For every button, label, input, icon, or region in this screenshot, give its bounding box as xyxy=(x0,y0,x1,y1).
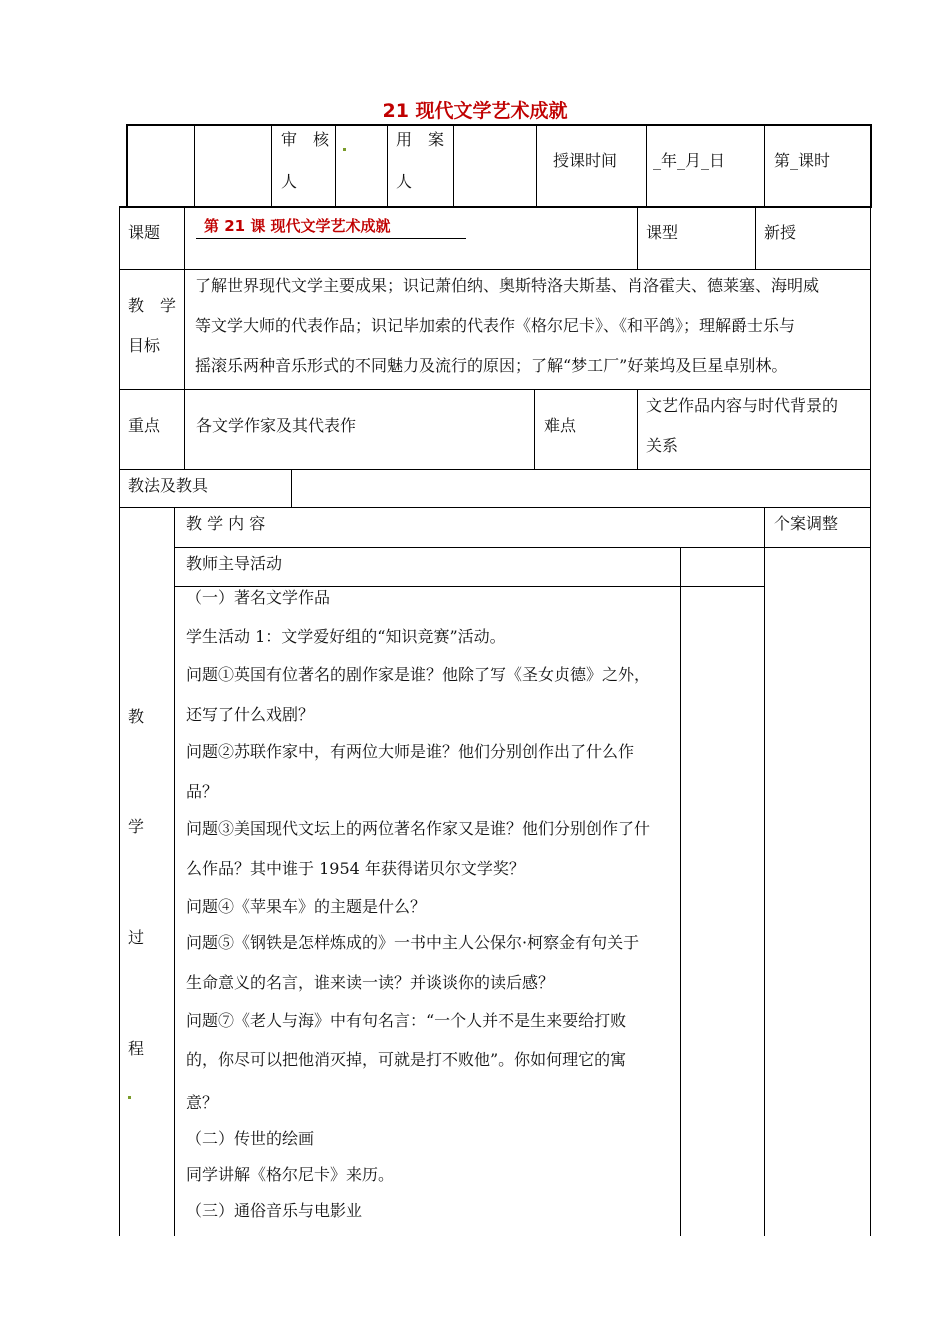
teacher-activity-header: 教师主导活动 xyxy=(186,554,283,573)
objectives-label: 教 学 xyxy=(128,296,177,315)
content-line: 问题⑦《老人与海》中有句名言：“一个人并不是生来要给打败 xyxy=(186,1011,627,1030)
content-line: 问题④《苹果车》的主题是什么？ xyxy=(186,897,427,916)
content-line: 问题①英国有位著名的剧作家是谁？他除了写《圣女贞德》之外， xyxy=(186,665,651,684)
content-line: 问题③美国现代文坛上的两位著名作家又是谁？他们分别创作了什 xyxy=(186,819,651,838)
focus-value: 各文学作家及其代表作 xyxy=(196,416,357,435)
content-line: 同学讲解《格尔尼卡》来历。 xyxy=(186,1165,395,1184)
objectives-label-suffix: 目标 xyxy=(128,336,161,355)
content-line: 么作品？其中谁于 1954 年获得诺贝尔文学奖？ xyxy=(186,859,525,878)
objective-line: 摇滚乐两种音乐形式的不同魅力及流行的原因；了解“梦工厂”好莱坞及巨星卓别林。 xyxy=(195,356,788,375)
period-field: 第_课时 xyxy=(774,151,831,170)
reviewer-label: 审 核 xyxy=(281,130,330,149)
lesson-type-label: 课型 xyxy=(646,223,679,242)
difficulty-label: 难点 xyxy=(544,416,577,435)
process-label-char: 过 xyxy=(128,928,145,947)
lesson-title-underline xyxy=(196,238,466,239)
user-label-suffix: 人 xyxy=(396,172,413,191)
content-line: （一）著名文学作品 xyxy=(186,588,331,607)
content-line: 意？ xyxy=(186,1093,219,1112)
content-line: 的，你尽可以把他消灭掉，可就是打不败他”。你如何理它的寓 xyxy=(186,1050,627,1069)
user-label: 用 案 xyxy=(396,130,445,149)
content-line: 学生活动 1：文学爱好组的“知识竞赛”活动。 xyxy=(186,627,506,646)
date-field: _年_月_日 xyxy=(653,151,726,170)
reviewer-label-suffix: 人 xyxy=(281,172,298,191)
page-title: 21 现代文学艺术成就 xyxy=(382,100,568,122)
content-header: 教 学 内 容 xyxy=(186,514,266,533)
difficulty-value: 文艺作品内容与时代背景的 xyxy=(646,396,839,415)
content-line: 问题⑤《钢铁是怎样炼成的》一书中主人公保尔·柯察金有句关于 xyxy=(186,933,640,952)
adjust-header: 个案调整 xyxy=(774,514,839,533)
methods-label: 教法及教具 xyxy=(128,476,209,495)
content-line: 生命意义的名言，谁来读一读？并谈谈你的读后感？ xyxy=(186,973,555,992)
process-label-char: 教 xyxy=(128,707,145,726)
content-line: 问题②苏联作家中，有两位大师是谁？他们分别创作出了什么作 xyxy=(186,742,635,761)
marker-dot xyxy=(128,1096,131,1099)
objective-line: 等文学大师的代表作品；识记毕加索的代表作《格尔尼卡》、《和平鸽》；理解爵士乐与 xyxy=(195,316,796,335)
teaching-time-label: 授课时间 xyxy=(553,151,618,170)
lesson-type-value: 新授 xyxy=(764,223,797,242)
process-label-char: 程 xyxy=(128,1039,145,1058)
process-label-char: 学 xyxy=(128,817,145,836)
content-line: 品？ xyxy=(186,782,219,801)
focus-label: 重点 xyxy=(128,416,161,435)
content-line: 还写了什么戏剧？ xyxy=(186,705,315,724)
topic-label: 课题 xyxy=(128,223,161,242)
marker-dot xyxy=(343,148,346,151)
difficulty-value: 关系 xyxy=(646,436,679,455)
lesson-title: 第 21 课 现代文学艺术成就 xyxy=(204,217,391,235)
content-line: （三）通俗音乐与电影业 xyxy=(186,1201,363,1220)
content-line: （二）传世的绘画 xyxy=(186,1129,315,1148)
objective-line: 了解世界现代文学主要成果；识记萧伯纳、奥斯特洛夫斯基、肖洛霍夫、德莱塞、海明威 xyxy=(195,276,820,295)
